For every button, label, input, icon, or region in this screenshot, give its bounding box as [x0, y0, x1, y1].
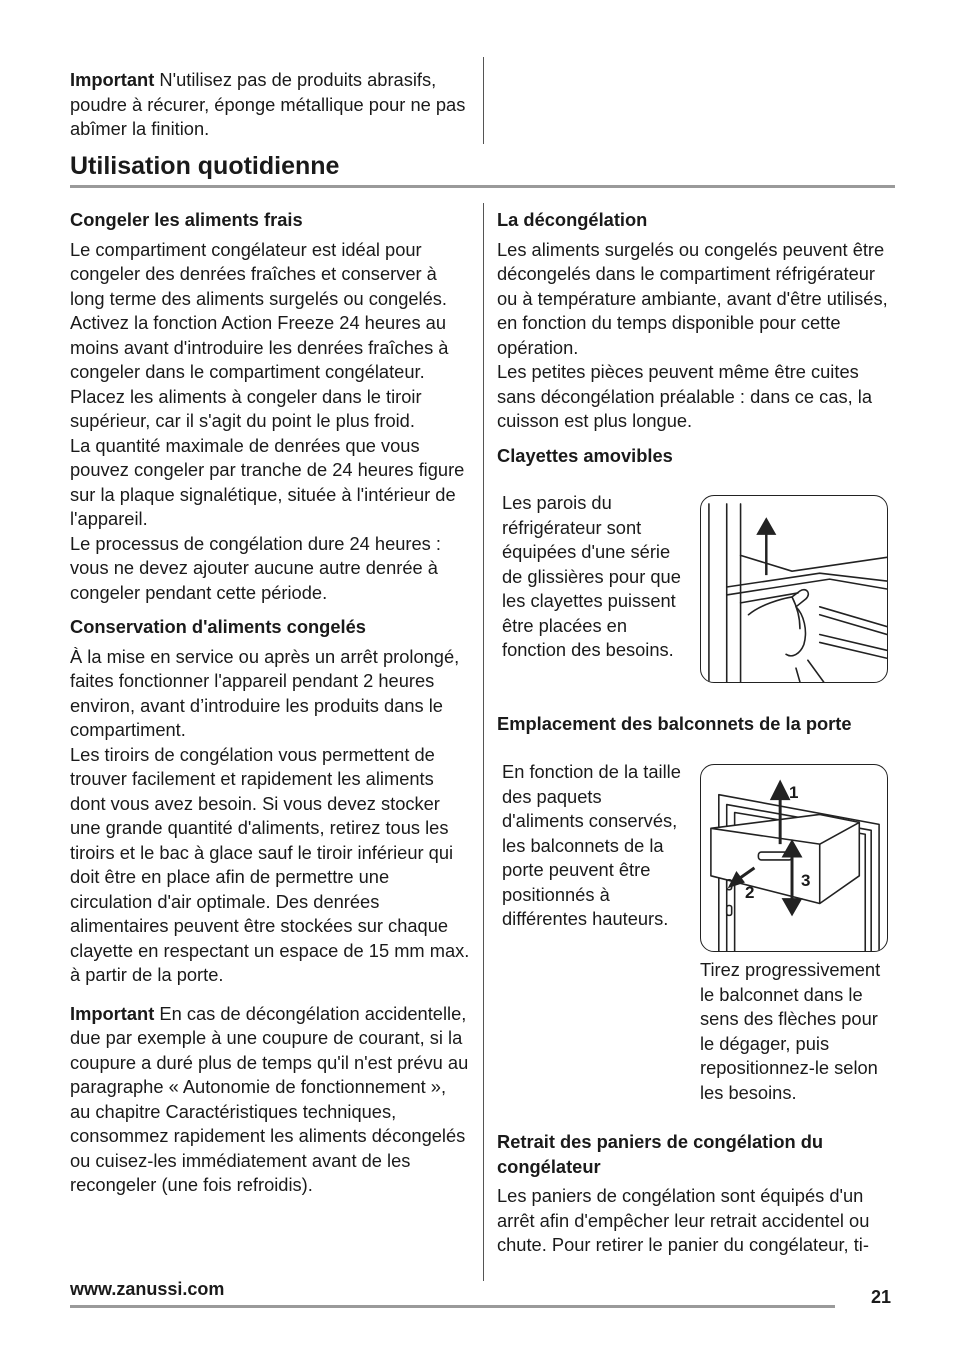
footer-rule — [70, 1305, 835, 1308]
defrost-body — [497, 238, 897, 434]
balcony-label-2: 2 — [745, 883, 755, 902]
freeze-heading: Congeler les aliments frais — [70, 209, 303, 230]
defrost-heading: La décongélation — [497, 209, 648, 230]
column-divider — [483, 203, 484, 1281]
shelf-illustration — [701, 496, 887, 682]
shelves-figure — [700, 495, 888, 683]
footer-website: www.zanussi.com — [70, 1279, 225, 1299]
important-2-text: En cas de décongélation accidentelle, due par exemple à une coupure de courant, si la coupure a duré plus de temps qu'il n'est prévu au paragraphe « Autonomie de fonctionnement », au chapitre Caractéristiques techniques, consommez rapidement les aliments décongelés ou cuisez-les immédiatement avant de les recongeler (une fois refroidis). — [70, 1002, 469, 1195]
shelves-text: Les parois du réfrigérateur sont équipées d'une série de glissières pour que les clayettes puissent être placées en fonction des besoins. — [502, 492, 681, 660]
freeze-paragraph: Activez la fonction Action Freeze 24 heures au moins avant d'introduire les denrées fraîches à congeler dans le compartiment congélateur. — [70, 312, 449, 382]
balcony-figure — [700, 764, 888, 952]
section-title: Utilisation quotidienne — [70, 152, 340, 180]
section-title-rule — [70, 185, 895, 188]
intro-important-label: Important — [70, 69, 155, 90]
conservation-paragraph: À la mise en service ou après un arrêt prolongé, faites fonctionner l'appareil pendant 2 heures environ, avant d’introduire les produits dans le compartiment. — [70, 645, 460, 740]
freeze-body — [70, 238, 470, 606]
defrost-section — [497, 208, 897, 468]
balconies-heading: Emplacement des balconnets de la porte — [497, 713, 852, 734]
important-note-2 — [70, 1002, 470, 1198]
freeze-paragraph: Le processus de congélation dure 24 heures : vous ne devez ajouter aucune autre denrée à congeler pendant cette période. — [70, 532, 441, 603]
intro-important-note — [70, 68, 470, 142]
balconies-text: En fonction de la taille des paquets d'aliments conservés, les balconnets de la porte peuvent être positionnés à différentes hauteurs. — [502, 761, 681, 929]
shelves-heading: Clayettes amovibles — [497, 444, 673, 466]
column-divider-top — [483, 57, 484, 144]
conservation-body — [70, 645, 470, 988]
baskets-text: Les paniers de congélation sont équipés d'un arrêt afin d'empêcher leur retrait accidentel ou chute. Pour retirer le panier du congélateur, ti- — [497, 1185, 870, 1255]
baskets-heading: Retrait des paniers de congélation du congélateur — [497, 1131, 824, 1177]
intro-important-text: N'utilisez pas de produits abrasifs, poudre à récurer, éponge métallique pour ne pas abîmer la finition. — [70, 69, 466, 139]
defrost-paragraph: Les petites pièces peuvent même être cuites sans décongélation préalable : dans ce cas, la cuisson est plus longue. — [497, 361, 873, 431]
conservation-heading: Conservation d'aliments congelés — [70, 616, 366, 637]
freeze-paragraph: La quantité maximale de denrées que vous pouvez congeler par tranche de 24 heures figure sur la plaque signalétique, située à l'intérieur de l'appareil. — [70, 434, 465, 529]
freeze-paragraph: Placez les aliments à congeler dans le tiroir supérieur, car il s'agit du point le plus froid. — [70, 385, 422, 431]
defrost-paragraph: Les aliments surgelés ou congelés peuvent être décongelés dans le compartiment réfrigérateur ou à température ambiante, avant d'être utilisés, en fonction du temps disponible pour cette opération. — [497, 238, 888, 358]
important-2-label: Important — [70, 1002, 155, 1024]
page-number: 21 — [871, 1287, 892, 1307]
baskets-section — [497, 1130, 887, 1258]
balcony-caption: Tirez progressivement le balconnet dans le sens des flèches pour le dégager, puis repositionnez-le selon les besoins. — [700, 959, 881, 1103]
balcony-label-3: 3 — [801, 871, 811, 890]
conservation-paragraph: Les tiroirs de congélation vous permettent de trouver facilement et rapidement les aliments dont vous avez besoin. Si vous devez stocker une grande quantité d'aliments, retirez tous les tiroirs et le bac à glace sauf le tiroir inférieur qui doit être en place afin de permettre une circulation d'air optimale. Des denrées alimentaires peuvent être stockées sur chaque clayette en respectant un espace de 15 mm max. à partir de la porte. — [70, 743, 470, 985]
left-column — [70, 208, 470, 1198]
freeze-paragraph: Le compartiment congélateur est idéal pour congeler des denrées fraîches et conserver à long terme des aliments surgelés ou congelés. — [70, 238, 448, 309]
balcony-label-1: 1 — [789, 783, 799, 802]
